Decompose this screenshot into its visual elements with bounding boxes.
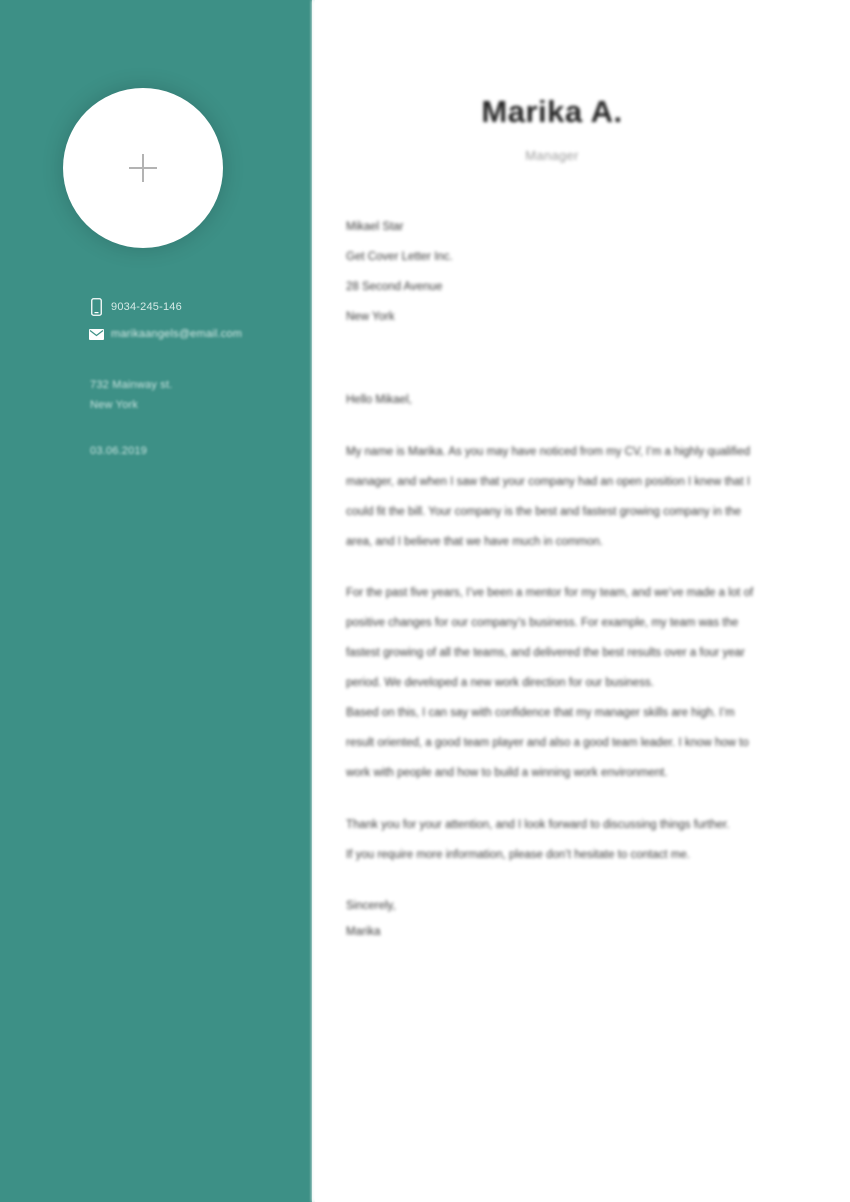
paragraph-line: My name is Marika. As you may have noticed from my CV, I’m a highly qualified manager, and when I saw that your company had an open position I knew that I could fit the bill. Your company is the best and fastest growing company in the area, and I believe that we have much in common. [346,446,751,548]
paragraph-line: Thank you for your attention, and I look forward to discussing things further. [346,819,730,831]
recipient-city: New York [346,311,395,323]
recipient-company: Get Cover Letter Inc. [346,251,453,263]
letter-body-area [312,0,850,1202]
contact-phone-row [89,298,182,316]
address-block [90,375,172,415]
recipient-street: 28 Second Avenue [346,281,443,293]
paragraph-intro [346,437,758,557]
signature-block [346,893,758,945]
paragraph-closing [346,810,758,870]
paragraph-experience [346,578,758,788]
applicant-job-title: Manager [525,148,579,163]
paragraph-line: For the past five years, I’ve been a mentor for my team, and we’ve made a lot of positive changes for our company’s business. For example, my team was the fastest growing of all the teams, and delivered the best results over a four year period. We developed a new work direction for our business. [346,587,754,689]
recipient-block [346,212,758,332]
signature-name: Marika [346,926,381,938]
signoff: Sincerely, [346,900,396,912]
email-address: marikaangels@email.com [111,328,243,340]
phone-number: 9034-245-146 [111,301,182,313]
paragraph-line: Based on this, I can say with confidence that my manager skills are high. I’m result oriented, a good team player and also a good team leader. I know how to work with people and how to build a winning work environment. [346,707,749,779]
applicant-name: Marika A. [481,94,623,129]
greeting: Hello Mikael, [346,394,412,406]
address-line-2: New York [90,399,139,411]
sidebar [0,0,312,1202]
address-line-1: 732 Mainway st. [90,379,173,391]
plus-icon [129,154,157,182]
phone-icon [89,298,104,316]
photo-upload-placeholder[interactable] [63,88,223,248]
email-icon [89,329,104,340]
letter-date: 03.06.2019 [90,445,148,457]
contact-email-row [89,328,242,340]
recipient-name: Mikael Star [346,221,404,233]
paragraph-line: If you require more information, please don’t hesitate to contact me. [346,849,690,861]
